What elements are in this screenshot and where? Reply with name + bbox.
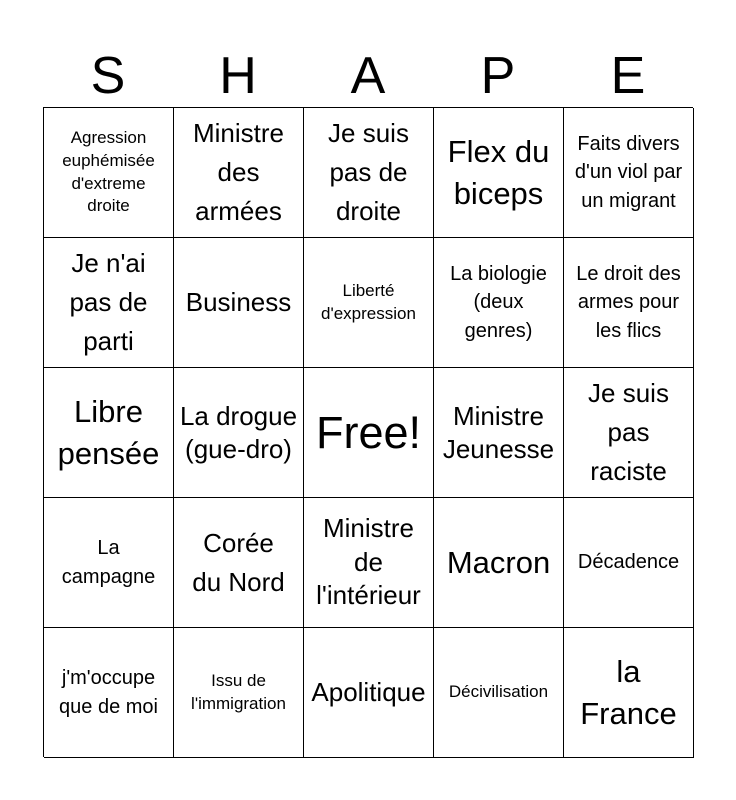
bingo-cell-r5c4[interactable] — [434, 628, 564, 758]
cell-label: Décivilisation — [448, 682, 549, 702]
header-letter-s: S — [90, 47, 126, 105]
cell-label: Corée du Nord — [192, 527, 285, 597]
bingo-cell-r1c4[interactable] — [434, 108, 564, 238]
bingo-cell-r3c5[interactable] — [564, 368, 694, 498]
header-letter-h: H — [219, 47, 257, 105]
bingo-cell-r3c2[interactable] — [174, 368, 304, 498]
cell-label: Libre pensée — [57, 393, 160, 471]
bingo-cell-r5c1[interactable] — [44, 628, 174, 758]
bingo-cell-r1c3[interactable] — [304, 108, 434, 238]
cell-label: Apolitique — [311, 677, 426, 707]
cell-label: la France — [580, 653, 677, 731]
bingo-board — [43, 107, 693, 757]
bingo-cell-r3c4[interactable] — [434, 368, 564, 498]
cell-label: Flex du biceps — [447, 133, 550, 211]
bingo-cell-r4c1[interactable] — [44, 498, 174, 628]
bingo-cell-r1c1[interactable] — [44, 108, 174, 238]
bingo-cell-r4c3[interactable] — [304, 498, 434, 628]
cell-label: Liberté d'expression — [321, 280, 416, 323]
cell-label: j'm'occupe que de moi — [59, 667, 158, 718]
cell-label: Ministre des armées — [192, 118, 284, 226]
cell-label: Le droit des armes pour les flics — [576, 262, 681, 342]
bingo-cell-r5c5[interactable] — [564, 628, 694, 758]
cell-label: Business — [185, 287, 292, 317]
bingo-cell-r4c4[interactable] — [434, 498, 564, 628]
cell-label: Faits divers d'un viol par un migrant — [574, 132, 683, 212]
bingo-cell-r4c5[interactable] — [564, 498, 694, 628]
cell-label: La drogue (gue-dro) — [179, 401, 298, 464]
bingo-cell-r2c1[interactable] — [44, 238, 174, 368]
cell-label: La campagne — [61, 537, 156, 588]
bingo-cell-r5c2[interactable] — [174, 628, 304, 758]
bingo-cell-r1c5[interactable] — [564, 108, 694, 238]
bingo-header — [43, 44, 693, 108]
header-letter-p: P — [480, 47, 516, 105]
cell-label: Ministre de l'intérieur — [316, 512, 421, 611]
cell-label: Issu de l'immigration — [191, 670, 286, 713]
bingo-cell-r2c5[interactable] — [564, 238, 694, 368]
cell-label: Ministre Jeunesse — [442, 401, 555, 464]
cell-label: Je suis pas raciste — [588, 378, 669, 486]
bingo-cell-r2c4[interactable] — [434, 238, 564, 368]
cell-label: Macron — [446, 544, 551, 580]
cell-label: Je suis pas de droite — [328, 118, 409, 226]
bingo-cell-free[interactable] — [304, 368, 434, 498]
header-letter-a: A — [350, 47, 386, 105]
cell-label: Agression euphémisée d'extreme droite — [62, 127, 155, 216]
cell-label: Free! — [315, 406, 422, 458]
cell-label: La biologie (deux genres) — [450, 262, 547, 342]
bingo-cell-r1c2[interactable] — [174, 108, 304, 238]
bingo-cell-r3c1[interactable] — [44, 368, 174, 498]
header-letter-e: E — [610, 47, 646, 105]
cell-label: Décadence — [577, 551, 680, 574]
bingo-cell-r4c2[interactable] — [174, 498, 304, 628]
bingo-cell-r2c3[interactable] — [304, 238, 434, 368]
bingo-cell-r2c2[interactable] — [174, 238, 304, 368]
cell-label: Je n'ai pas de parti — [69, 248, 148, 356]
bingo-cell-r5c3[interactable] — [304, 628, 434, 758]
